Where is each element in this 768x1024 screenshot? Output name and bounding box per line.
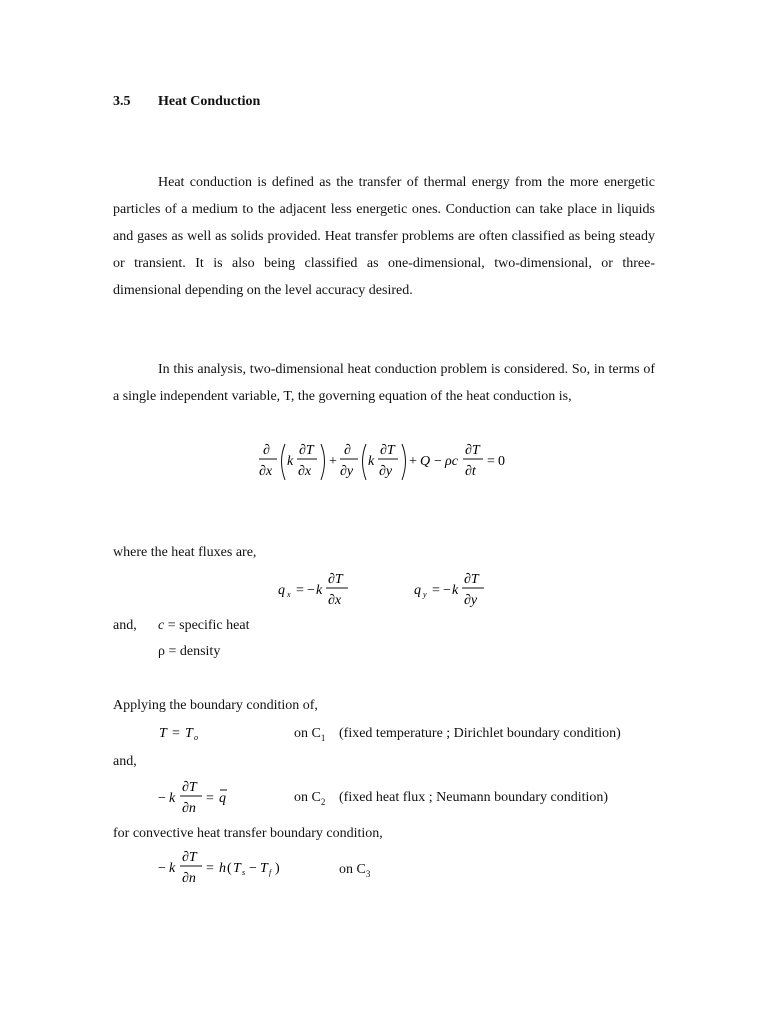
svg-text:=: = (172, 726, 180, 741)
svg-text:s: s (242, 868, 246, 877)
svg-text:∂n: ∂n (182, 801, 196, 816)
svg-text:k: k (169, 861, 176, 876)
svg-text:(: ( (227, 861, 232, 876)
paragraph-1 (113, 169, 655, 304)
svg-text:∂: ∂ (344, 443, 351, 458)
svg-text:ρc: ρc (445, 454, 458, 469)
svg-text:=: = (296, 583, 304, 598)
bc3-on: on C (339, 862, 366, 877)
svg-text:q: q (219, 791, 226, 806)
specific-heat-definition (158, 618, 249, 634)
svg-text:k: k (368, 454, 375, 469)
svg-text:∂n: ∂n (182, 871, 196, 886)
svg-text:−: − (249, 861, 257, 876)
flux-equation-x (276, 570, 356, 610)
bc1-note: (fixed temperature ; Dirichlet boundary condition) (339, 726, 621, 741)
svg-text:k: k (452, 583, 459, 598)
boundary-intro: Applying the boundary condition of, (113, 698, 318, 713)
svg-text:∂x: ∂x (259, 464, 273, 479)
density-definition: ρ = density (158, 644, 221, 659)
svg-text:T: T (185, 726, 193, 741)
and-label: and, (113, 618, 137, 633)
bc2-equation (156, 778, 236, 818)
svg-text:−: − (158, 791, 166, 806)
bc1-on: on C (294, 726, 321, 741)
svg-text:=: = (432, 583, 440, 598)
svg-text:k: k (287, 454, 294, 469)
svg-text:−: − (158, 861, 166, 876)
svg-text:q: q (278, 583, 285, 598)
svg-text:−: − (307, 583, 315, 598)
bc1-location (294, 726, 325, 743)
bc1-sub: 1 (320, 732, 326, 743)
svg-text:0: 0 (498, 454, 505, 469)
svg-text:): ) (275, 861, 280, 876)
svg-text:∂T: ∂T (380, 443, 395, 458)
svg-text:Q: Q (420, 454, 431, 469)
svg-text:k: k (316, 583, 323, 598)
svg-text:∂y: ∂y (379, 464, 393, 479)
svg-text:∂T: ∂T (299, 443, 314, 458)
svg-text:k: k (169, 791, 176, 806)
flux-equation-y (412, 570, 492, 610)
svg-text:=: = (487, 454, 495, 469)
svg-text:=: = (206, 861, 214, 876)
svg-text:+: + (409, 454, 417, 469)
bc3-sub: 3 (365, 868, 371, 879)
bc3-location (339, 862, 370, 879)
svg-text:∂T: ∂T (182, 780, 197, 795)
c-definition: = specific heat (164, 618, 250, 633)
svg-text:x: x (287, 590, 291, 599)
svg-text:=: = (206, 791, 214, 806)
svg-text:−: − (443, 583, 451, 598)
paragraph-2 (113, 356, 655, 410)
paragraph-1-text: Heat conduction is defined as the transfer of thermal energy from the more energetic particles of a medium to the adjacent less energetic ones. Conduction can take place in liquids and gases as well as solids provided. Heat transfer problems are often classified as being steady or transient. It is also being classified as one-dimensional, two-dimensional, or three-dimensional depending on the level accuracy desired. (113, 175, 655, 298)
svg-text:f: f (269, 868, 272, 877)
bc3-equation (156, 848, 296, 888)
svg-text:T: T (233, 861, 241, 876)
svg-text:T: T (159, 726, 167, 741)
governing-equation (255, 436, 515, 488)
svg-text:∂T: ∂T (328, 572, 343, 587)
section-number: 3.5 (113, 94, 131, 109)
flux-intro: where the heat fluxes are, (113, 545, 257, 560)
svg-text:∂T: ∂T (182, 850, 197, 865)
svg-text:∂x: ∂x (298, 464, 312, 479)
bc2-location (294, 790, 325, 807)
convective-intro: for convective heat transfer boundary condition, (113, 826, 383, 841)
section-title: Heat Conduction (158, 94, 261, 109)
svg-text:∂: ∂ (263, 443, 270, 458)
and-label-2: and, (113, 754, 137, 769)
bc2-on: on C (294, 790, 321, 805)
svg-text:o: o (194, 733, 198, 742)
svg-text:∂T: ∂T (464, 572, 479, 587)
c-symbol: c (158, 618, 165, 633)
bc2-note: (fixed heat flux ; Neumann boundary condition) (339, 790, 609, 805)
paragraph-2-text: In this analysis, two-dimensional heat conduction problem is considered. So, in terms of a single independent variable, T, the governing equation of the heat conduction is, (113, 362, 655, 404)
svg-text:∂y: ∂y (464, 593, 478, 608)
svg-text:T: T (260, 861, 268, 876)
svg-text:y: y (423, 590, 427, 599)
svg-text:q: q (414, 583, 421, 598)
svg-text:∂y: ∂y (340, 464, 354, 479)
svg-text:h: h (219, 861, 226, 876)
bc2-sub: 2 (320, 796, 326, 807)
svg-text:−: − (434, 454, 442, 469)
svg-text:+: + (329, 454, 337, 469)
svg-text:∂T: ∂T (465, 443, 480, 458)
svg-text:∂t: ∂t (465, 464, 476, 479)
bc1-equation (158, 720, 228, 744)
svg-text:∂x: ∂x (328, 593, 342, 608)
